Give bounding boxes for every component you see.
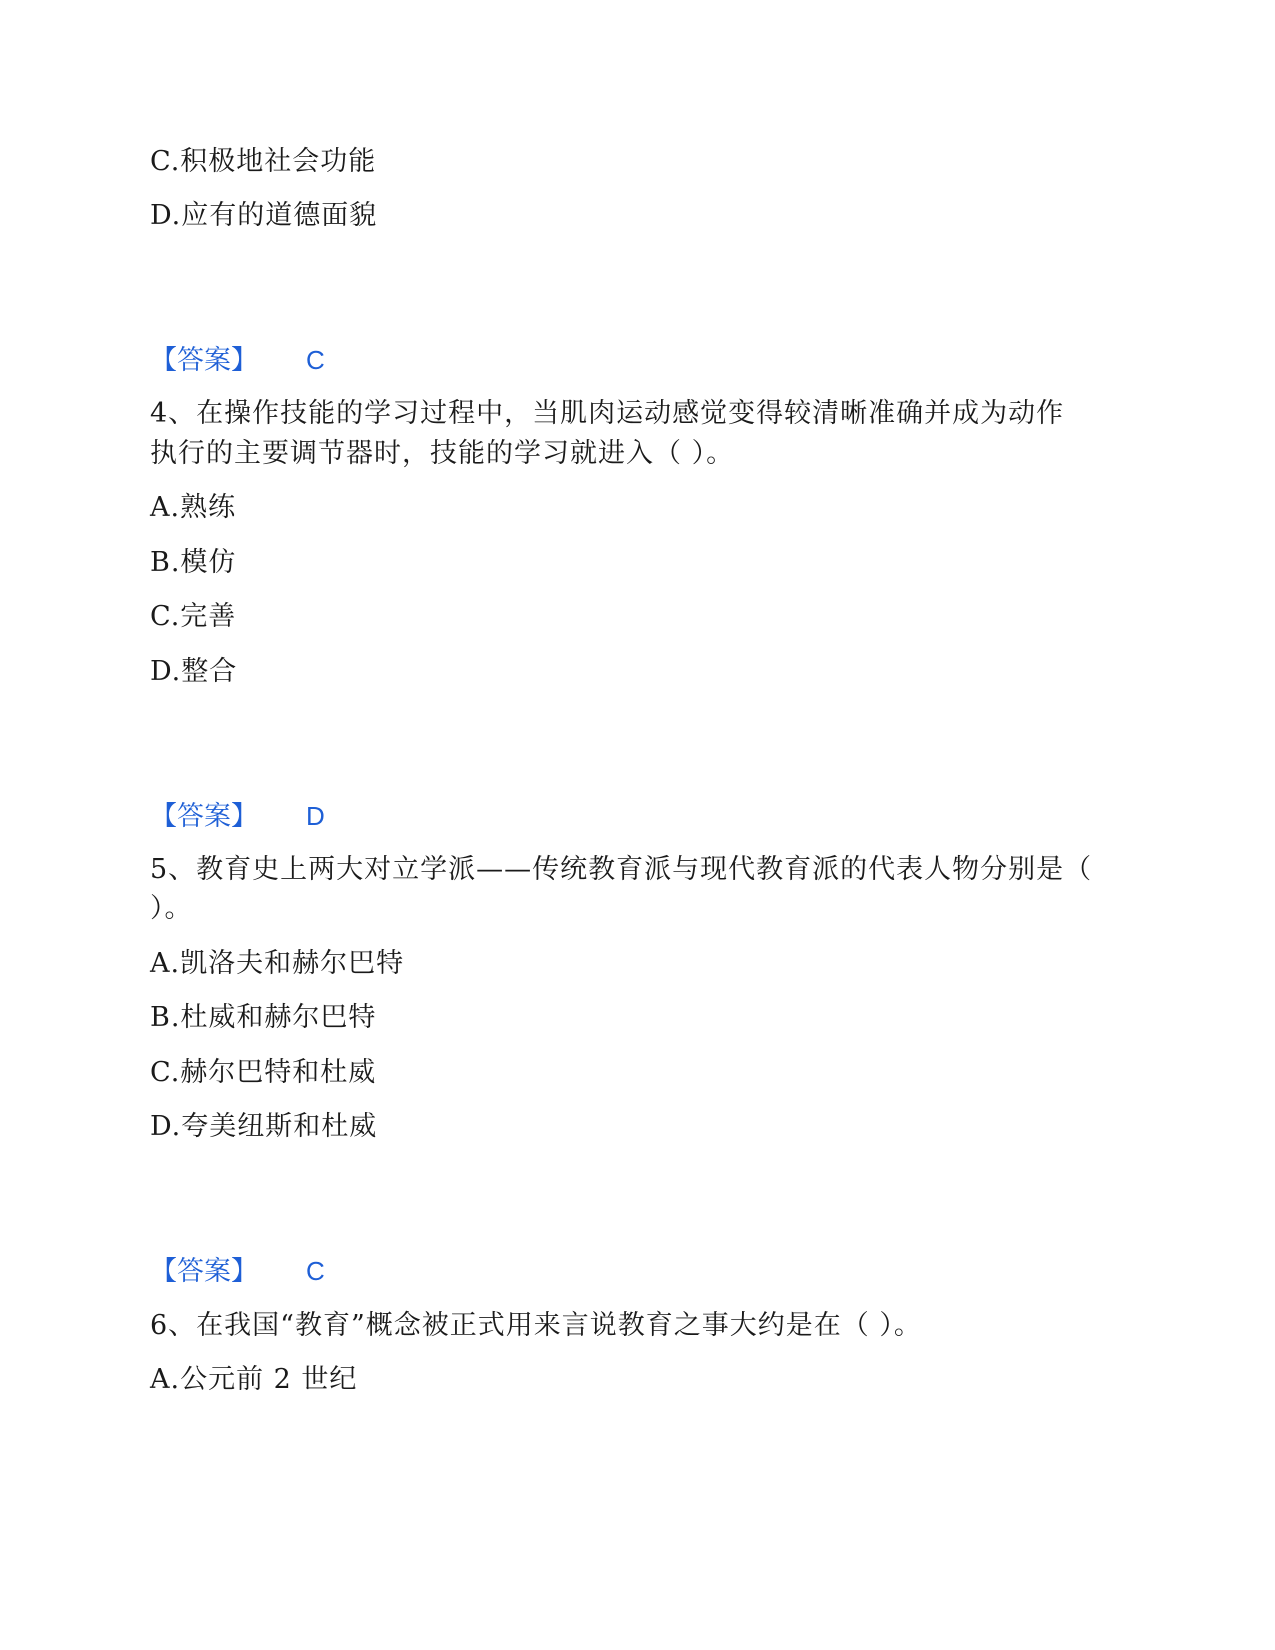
q3-option-d: D.应有的道德面貌	[150, 200, 378, 231]
q5-option-b: B.杜威和赫尔巴特	[150, 1002, 377, 1033]
answer-label: 【答案】	[150, 1256, 258, 1287]
q5-answer	[150, 1251, 325, 1292]
q4-answer	[150, 796, 325, 837]
q5-option-a: A.凯洛夫和赫尔巴特	[150, 948, 405, 979]
q4-stem-line-2: 执行的主要调节器时，技能的学习就进入（ ）。	[150, 438, 735, 469]
q4-option-a: A.熟练	[150, 492, 237, 523]
q5-stem-line-2: ）。	[150, 893, 193, 924]
q3-option-c: C.积极地社会功能	[150, 146, 377, 177]
q5-option-c: C.赫尔巴特和杜威	[150, 1057, 377, 1088]
answer-value: D	[306, 801, 325, 831]
answer-label: 【答案】	[150, 801, 258, 832]
q5-stem-line-1: 5、教育史上两大对立学派——传统教育派与现代教育派的代表人物分别是（	[150, 854, 1093, 885]
q6-option-a: A.公元前 2 世纪	[150, 1364, 358, 1395]
answer-value: C	[306, 345, 325, 375]
q3-answer	[150, 340, 325, 381]
answer-value: C	[306, 1256, 325, 1286]
q4-option-c: C.完善	[150, 601, 237, 632]
q5-option-d: D.夸美纽斯和杜威	[150, 1111, 378, 1142]
q4-option-b: B.模仿	[150, 547, 237, 578]
answer-label: 【答案】	[150, 345, 258, 376]
q4-stem-line-1: 4、在操作技能的学习过程中，当肌肉运动感觉变得较清晰准确并成为动作	[150, 398, 1065, 429]
q6-stem-line-1: 6、在我国“教育”概念被正式用来言说教育之事大约是在（ ）。	[150, 1310, 922, 1341]
q4-option-d: D.整合	[150, 656, 238, 687]
